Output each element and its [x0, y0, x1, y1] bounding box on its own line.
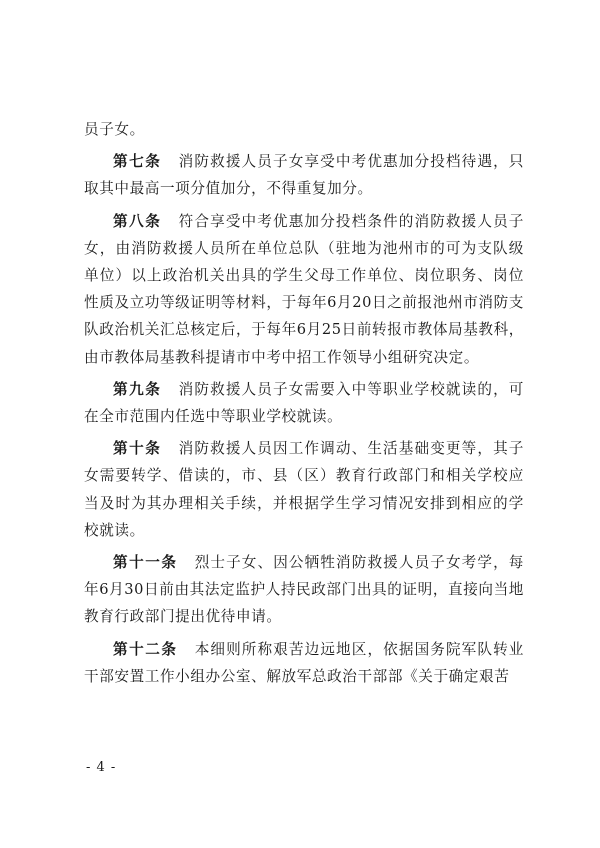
article-number: 第九条 — [113, 380, 162, 398]
article-11 — [84, 549, 524, 631]
article-number: 第七条 — [113, 153, 162, 171]
article-number: 第十条 — [113, 440, 162, 458]
article-10 — [84, 435, 524, 544]
article-text: 消防救援人员因工作调动、生活基础变更等，其子女需要转学、借读的，市、县（区）教育行政部门和相关学校应当及时为其办理相关手续，并根据学生学习情况安排到相应的学校就读。 — [84, 440, 524, 539]
article-number: 第十二条 — [113, 640, 178, 658]
article-number: 第八条 — [113, 212, 162, 230]
article-text: 烈士子女、因公牺牲消防救援人员子女考学，每年6月30日前由其法定监护人持民政部门出具的证明，直接向当地教育行政部门提出优待申请。 — [84, 554, 524, 626]
article-text: 本细则所称艰苦边远地区，依据国务院军队转业干部安置工作小组办公室、解放军总政治干部部《关于确定艰苦 — [84, 640, 524, 685]
article-number: 第十一条 — [113, 554, 178, 572]
article-8 — [84, 208, 524, 371]
article-9 — [84, 376, 524, 430]
article-text: 符合享受中考优惠加分投档条件的消防救援人员子女，由消防救援人员所在单位总队（驻地为池州市的可为支队级单位）以上政治机关出具的学生父母工作单位、岗位职务、岗位性质及立功等级证明等材料，于每年6月20日之前报池州市消防支队政治机关汇总核定后，于每年6月25日前转报市教体局基教科，由市教体局基教科提请市中考中招工作领导小组研究决定。 — [84, 212, 524, 366]
page-number: - 4 - — [86, 760, 117, 775]
article-12 — [84, 636, 524, 690]
document-body — [84, 116, 524, 695]
article-text: 消防救援人员子女享受中考优惠加分投档待遇，只取其中最高一项分值加分，不得重复加分。 — [84, 153, 524, 198]
article-text: 消防救援人员子女需要入中等职业学校就读的，可在全市范围内任选中等职业学校就读。 — [84, 380, 524, 426]
paragraph-text: 员子女。 — [84, 121, 145, 138]
paragraph-continuation — [84, 116, 524, 143]
article-7 — [84, 148, 524, 202]
